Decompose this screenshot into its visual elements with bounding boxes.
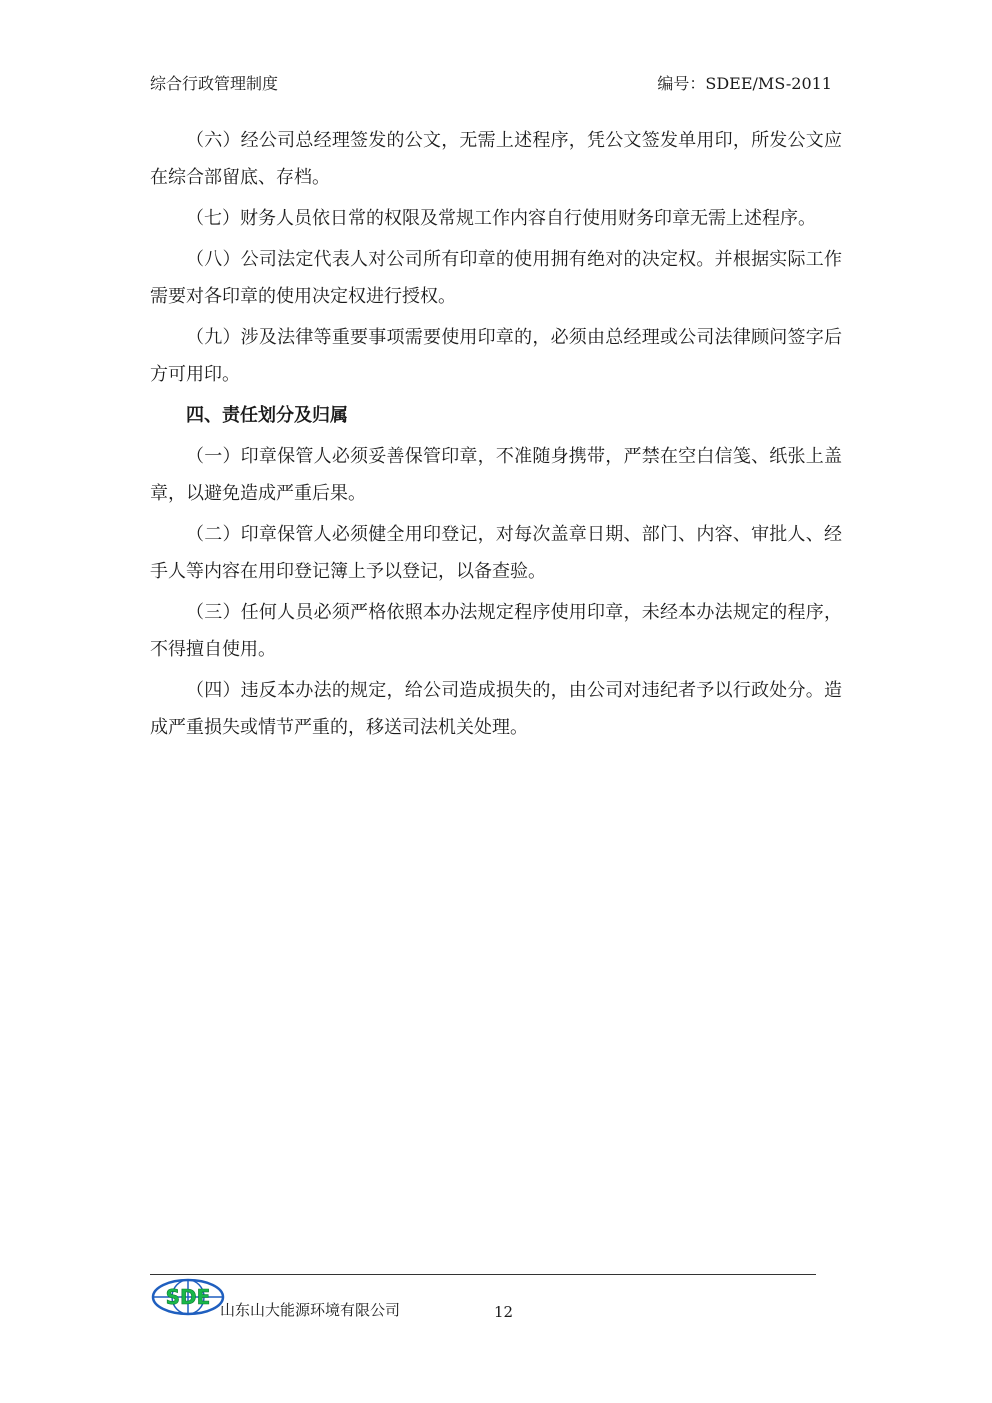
header-doc-number: 编号：SDEE/MS-2011 xyxy=(657,74,832,93)
paragraph-9: （九）涉及法律等重要事项需要使用印章的，必须由总经理或公司法律顾问签字后方可用印。 xyxy=(150,327,842,385)
paragraph-8: （八）公司法定代表人对公司所有印章的使用拥有绝对的决定权。并根据实际工作需要对各印章的使用决定权进行授权。 xyxy=(150,249,842,307)
section-item-4: （四）违反本办法的规定，给公司造成损失的，由公司对违纪者予以行政处分。造成严重损失或情节严重的，移送司法机关处理。 xyxy=(150,680,842,738)
section-item-2: （二）印章保管人必须健全用印登记，对每次盖章日期、部门、内容、审批人、经手人等内容在用印登记簿上予以登记，以备查验。 xyxy=(150,524,842,582)
section-item-3: （三）任何人员必须严格依照本办法规定程序使用印章，未经本办法规定的程序，不得擅自使用。 xyxy=(150,602,842,660)
section-heading: 四、责任划分及归属 xyxy=(186,405,348,426)
paragraph-7: （七）财务人员依日常的权限及常规工作内容自行使用财务印章无需上述程序。 xyxy=(186,208,816,229)
footer-divider xyxy=(150,1274,816,1275)
document-body xyxy=(150,122,842,750)
section-item-1: （一）印章保管人必须妥善保管印章，不准随身携带，严禁在空白信笺、纸张上盖章，以避免造成严重后果。 xyxy=(150,446,842,504)
footer-company-name: 山东山大能源环境有限公司 xyxy=(220,1301,401,1319)
logo-lettering: SDE xyxy=(165,1285,211,1309)
company-logo xyxy=(150,1277,226,1317)
header-title: 综合行政管理制度 xyxy=(150,74,279,93)
page-number: 12 xyxy=(494,1303,514,1321)
paragraph-6: （六）经公司总经理签发的公文，无需上述程序，凭公文签发单用印，所发公文应在综合部留底、存档。 xyxy=(150,130,842,188)
